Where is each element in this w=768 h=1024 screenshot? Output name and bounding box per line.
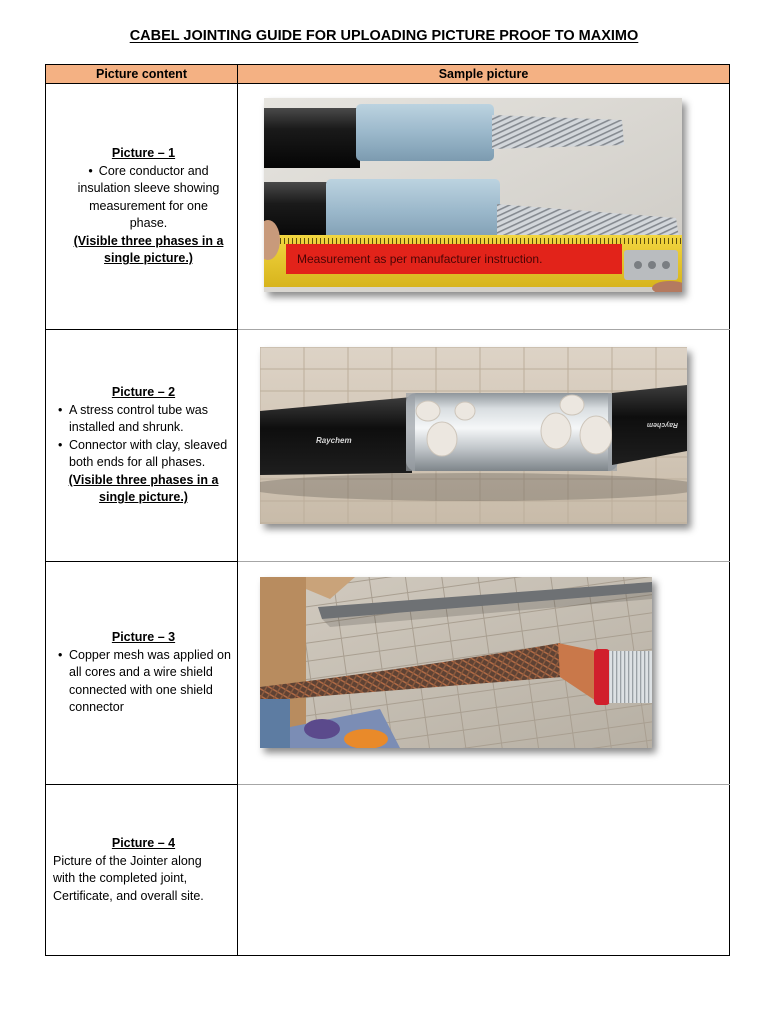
bullet-icon bbox=[58, 437, 62, 455]
picture-content-cell-2 bbox=[46, 330, 238, 562]
photo-stress-control-connector bbox=[260, 347, 687, 524]
list-item bbox=[53, 402, 234, 437]
bullet-icon bbox=[58, 402, 62, 420]
list-item bbox=[71, 163, 227, 233]
table-row bbox=[46, 562, 730, 785]
connector-edge bbox=[406, 393, 415, 471]
sample-picture-cell-4 bbox=[238, 785, 730, 956]
column-header-picture-content: Picture content bbox=[46, 65, 238, 84]
picture-heading: Picture – 2 bbox=[111, 385, 176, 400]
table-row bbox=[46, 84, 730, 330]
bullet-icon bbox=[58, 647, 62, 665]
insulation-sleeve bbox=[326, 179, 500, 243]
bullet-list bbox=[53, 647, 234, 717]
jointing-guide-table bbox=[45, 64, 730, 956]
conductor-end bbox=[609, 651, 652, 703]
sample-picture-cell-1 bbox=[238, 84, 730, 330]
list-item bbox=[53, 647, 234, 717]
table-row bbox=[46, 785, 730, 956]
list-item bbox=[53, 437, 234, 472]
list-item-text: Connector with clay, sleaved both ends for all phases. bbox=[69, 437, 228, 470]
visibility-note: (Visible three phases in a single picture.) bbox=[73, 233, 224, 266]
sample-picture-cell-2 bbox=[238, 330, 730, 562]
sample-photo-2 bbox=[260, 347, 687, 524]
table-header-row bbox=[46, 65, 730, 84]
insulation-sleeve bbox=[356, 104, 494, 161]
bullet-list bbox=[71, 163, 227, 233]
cable-marking-left: Raychem bbox=[316, 436, 352, 445]
document-title: CABEL JOINTING GUIDE FOR UPLOADING PICTURE PROOF TO MAXIMO bbox=[129, 28, 639, 44]
list-item-text: Copper mesh was applied on all cores and a wire shield connected with one shield connector bbox=[69, 647, 231, 715]
cable-jacket bbox=[264, 108, 360, 168]
picture-description: Picture of the Jointer along with the completed joint, Certificate, and overall site. bbox=[53, 853, 204, 903]
picture-content-cell-1 bbox=[46, 84, 238, 330]
picture-heading: Picture – 4 bbox=[111, 836, 176, 850]
bullet-icon bbox=[88, 164, 92, 178]
sample-photo-3 bbox=[260, 577, 652, 748]
cable-shadow bbox=[260, 473, 687, 501]
visibility-note: (Visible three phases in a single picture.) bbox=[68, 472, 219, 505]
cable-marking-right: Raychem bbox=[646, 421, 678, 428]
stranded-conductor bbox=[492, 115, 624, 149]
photo-overlay-label: Measurement as per manufacturer instruction. bbox=[297, 252, 543, 266]
photo-copper-mesh-cable bbox=[260, 577, 652, 748]
list-item-text: Core conductor and insulation sleeve showing measurement for one phase. bbox=[77, 163, 220, 231]
column-header-sample-picture: Sample picture bbox=[238, 65, 730, 84]
photo-cable-cores-measurement bbox=[264, 98, 682, 292]
sample-photo-1 bbox=[264, 98, 682, 292]
picture-heading: Picture – 3 bbox=[111, 630, 176, 645]
table-row bbox=[46, 330, 730, 562]
red-phase-ring bbox=[594, 649, 610, 705]
picture-content-cell-4 bbox=[46, 785, 238, 956]
list-item-text: A stress control tube was installed and shrunk. bbox=[69, 402, 208, 435]
picture-heading: Picture – 1 bbox=[111, 146, 176, 161]
sample-picture-cell-3 bbox=[238, 562, 730, 785]
tape-end-hook bbox=[624, 250, 678, 280]
bullet-list bbox=[53, 402, 234, 472]
picture-content-cell-3 bbox=[46, 562, 238, 785]
